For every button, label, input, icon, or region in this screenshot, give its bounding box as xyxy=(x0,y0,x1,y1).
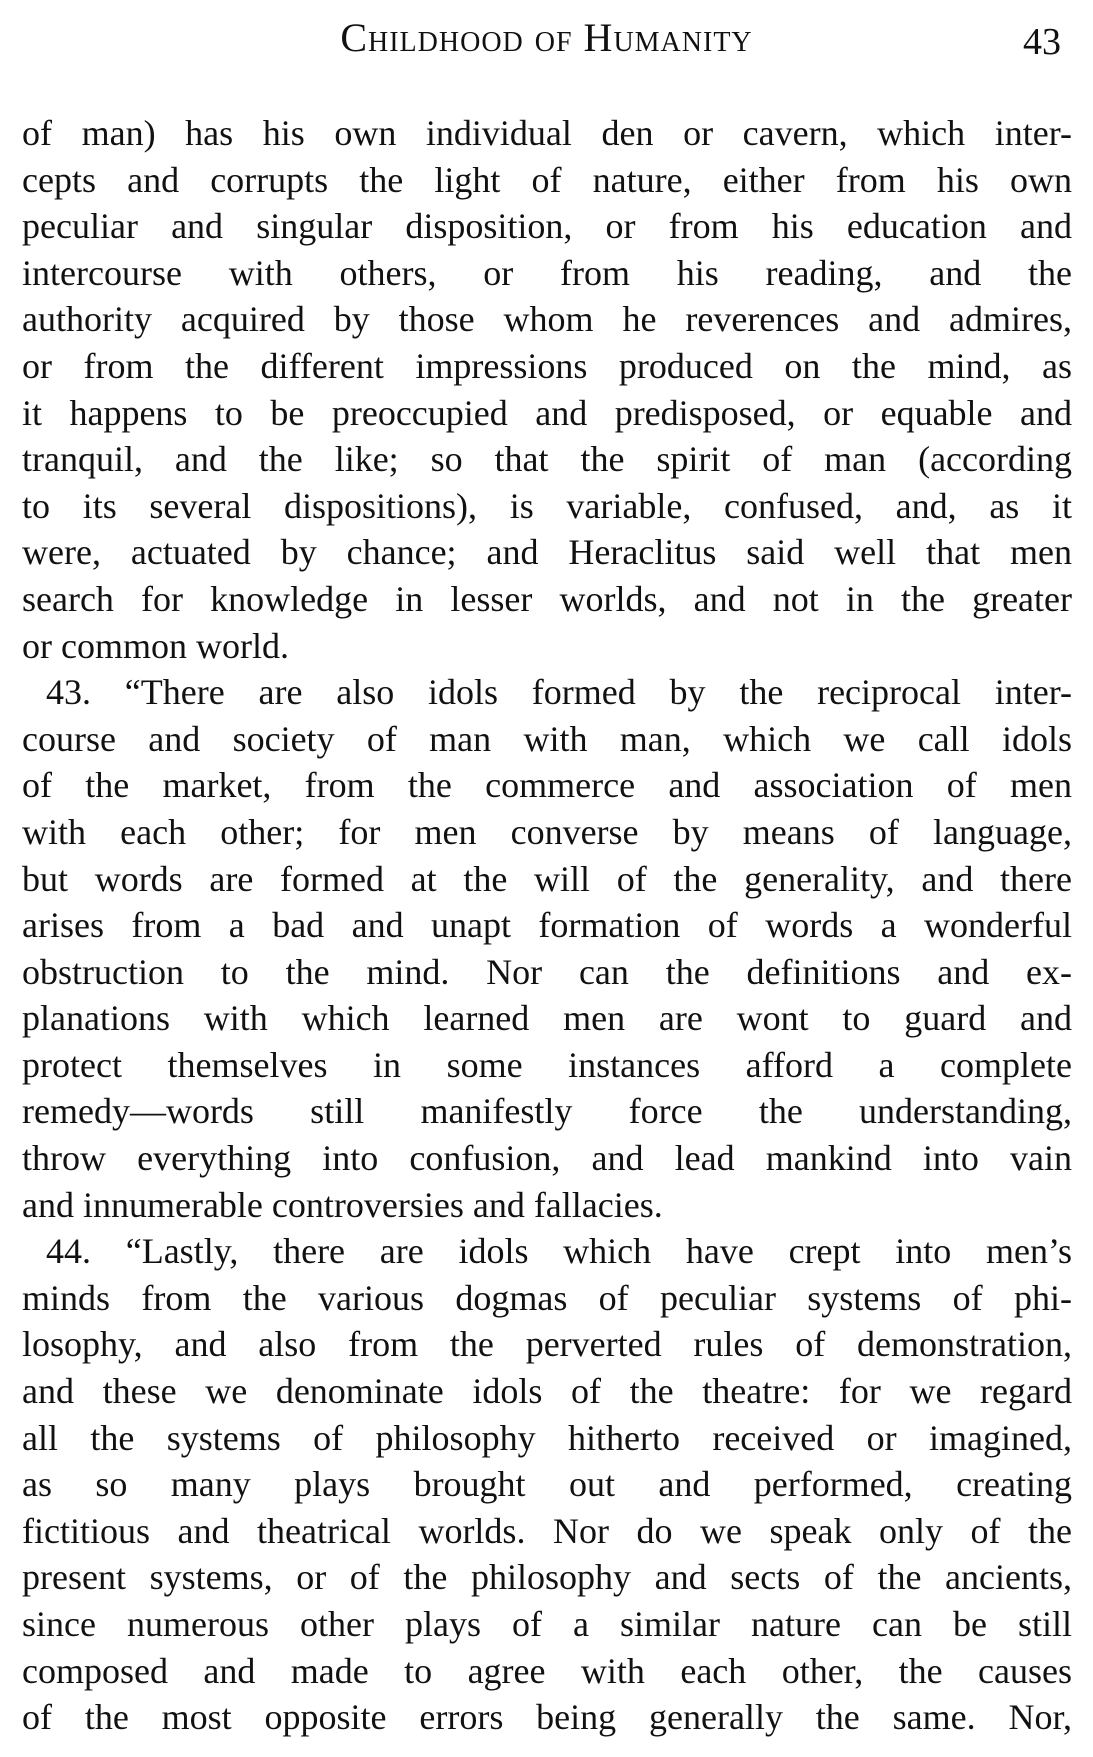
text-line: authority acquired by those whom he reverences and admires, xyxy=(22,299,1072,340)
text-line: it happens to be preoccupied and predisposed, or equable and xyxy=(22,392,1072,433)
paragraph-start-line-43: 43. “There are also idols formed by the reciprocal inter- xyxy=(46,672,1072,713)
text-line: fictitious and theatrical worlds. Nor do we speak only of the xyxy=(22,1510,1072,1551)
text-line: all the systems of philosophy hitherto received or imagined, xyxy=(22,1417,1072,1458)
text-line: as so many plays brought out and performed, creating xyxy=(22,1464,1072,1505)
text-line: of the most opposite errors being generally the same. Nor, xyxy=(22,1697,1072,1738)
text-line: or from the different impressions produced on the mind, as xyxy=(22,345,1072,386)
text-line: peculiar and singular disposition, or from his education and xyxy=(22,206,1072,247)
text-line: obstruction to the mind. Nor can the definitions and ex- xyxy=(22,951,1072,992)
text-line: present systems, or of the philosophy and sects of the ancients, xyxy=(22,1557,1072,1598)
text-line: to its several dispositions), is variable, confused, and, as it xyxy=(22,485,1072,526)
paragraph-start-line-44: 44. “Lastly, there are idols which have crept into men’s xyxy=(46,1231,1072,1272)
text-line: of man) has his own individual den or cavern, which inter- xyxy=(22,113,1072,153)
text-line: search for knowledge in lesser worlds, and not in the greater xyxy=(22,578,1072,619)
paragraph-end-line: and innumerable controversies and fallacies. xyxy=(22,1184,663,1225)
text-line: cepts and corrupts the light of nature, either from his own xyxy=(22,159,1072,200)
page-number: 43 xyxy=(1023,21,1061,63)
paragraph-end-line: or common world. xyxy=(22,625,289,666)
text-line: course and society of man with man, which we call idols xyxy=(22,718,1072,759)
text-line: composed and made to agree with each other, the causes xyxy=(22,1650,1072,1691)
text-line: with each other; for men converse by means of language, xyxy=(22,811,1072,852)
text-line: but words are formed at the will of the generality, and there xyxy=(22,858,1072,899)
text-line: since numerous other plays of a similar nature can be still xyxy=(22,1604,1072,1644)
text-line: intercourse with others, or from his reading, and the xyxy=(22,252,1072,293)
text-line: and these we denominate idols of the theatre: for we regard xyxy=(22,1371,1072,1412)
text-line: tranquil, and the like; so that the spirit of man (according xyxy=(22,439,1072,480)
text-line: protect themselves in some instances afford a complete xyxy=(22,1044,1072,1085)
running-header xyxy=(0,14,1093,74)
running-title: Childhood of Humanity xyxy=(340,15,753,60)
text-line: were, actuated by chance; and Heraclitus said well that men xyxy=(22,532,1072,573)
text-line: arises from a bad and unapt formation of words a wonderful xyxy=(22,905,1072,946)
text-line: throw everything into confusion, and lead mankind into vain xyxy=(22,1138,1072,1179)
text-line: planations with which learned men are wont to guard and xyxy=(22,998,1072,1039)
body-text xyxy=(22,110,1072,1741)
text-line: of the market, from the commerce and association of men xyxy=(22,765,1072,806)
text-line: minds from the various dogmas of peculiar systems of phi- xyxy=(22,1277,1072,1318)
text-line: remedy—words still manifestly force the understanding, xyxy=(22,1091,1072,1132)
text-line: losophy, and also from the perverted rules of demonstration, xyxy=(22,1324,1072,1365)
